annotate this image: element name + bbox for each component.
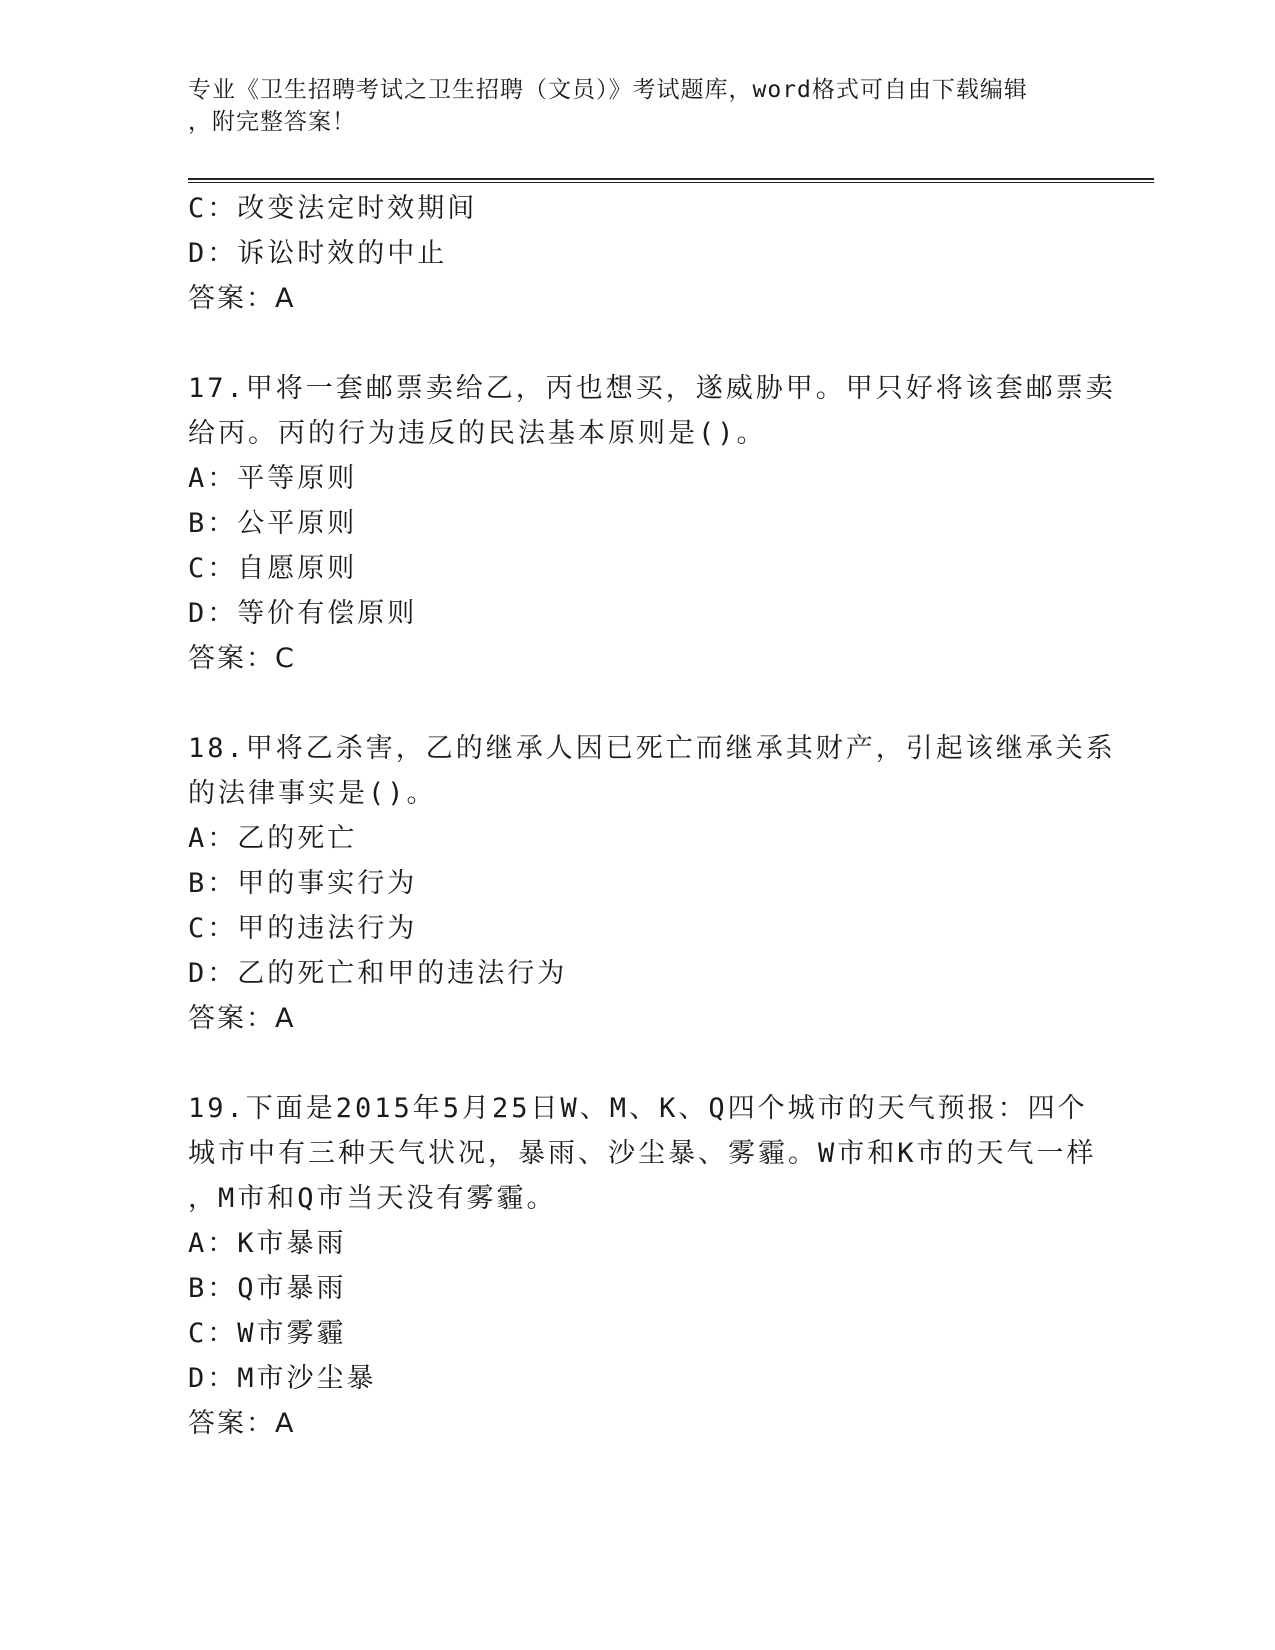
- q19-option-a: A：K市暴雨: [188, 1228, 347, 1259]
- q17-option-b: B：公平原则: [188, 508, 358, 539]
- q17-option-a: A：平等原则: [188, 463, 358, 494]
- q19-option-c: C：W市雾霾: [188, 1318, 347, 1349]
- q18-option-b: B：甲的事实行为: [188, 868, 418, 899]
- prev-answer: 答案：A: [188, 283, 296, 314]
- q18-option-a: A：乙的死亡: [188, 823, 358, 854]
- header-divider: [188, 178, 1154, 183]
- q18-answer: 答案：A: [188, 1003, 296, 1034]
- q18-stem-line-2: 的法律事实是()。: [188, 778, 437, 809]
- q19-stem-line-3: ，M市和Q市当天没有雾霾。: [188, 1183, 557, 1214]
- q18-option-c: C：甲的违法行为: [188, 913, 418, 944]
- header-line-2: ，附完整答案！: [188, 109, 356, 135]
- document-header: [188, 74, 1088, 138]
- prev-option-c: C：改变法定时效期间: [188, 193, 478, 224]
- q19-option-b: B：Q市暴雨: [188, 1273, 347, 1304]
- q18-option-d: D：乙的死亡和甲的违法行为: [188, 958, 568, 989]
- q19-option-d: D：M市沙尘暴: [188, 1363, 377, 1394]
- q19-answer: 答案：A: [188, 1408, 296, 1439]
- header-line-1: 专业《卫生招聘考试之卫生招聘（文员）》考试题库，word格式可自由下载编辑: [188, 77, 1028, 103]
- q19-stem-line-2: 城市中有三种天气状况，暴雨、沙尘暴、雾霾。W市和K市的天气一样: [188, 1138, 1097, 1169]
- q17-option-c: C：自愿原则: [188, 553, 358, 584]
- q19-stem-line-1: 19.下面是2015年5月25日W、M、K、Q四个城市的天气预报：四个: [188, 1093, 1088, 1124]
- q18-stem-line-1: 18.甲将乙杀害，乙的继承人因已死亡而继承其财产，引起该继承关系: [188, 733, 1116, 764]
- prev-option-d: D：诉讼时效的中止: [188, 238, 448, 269]
- q17-stem-line-2: 给丙。丙的行为违反的民法基本原则是()。: [188, 418, 767, 449]
- q17-option-d: D：等价有偿原则: [188, 598, 418, 629]
- q17-answer: 答案：C: [188, 643, 296, 674]
- q17-stem-line-1: 17.甲将一套邮票卖给乙，丙也想买，遂威胁甲。甲只好将该套邮票卖: [188, 373, 1116, 404]
